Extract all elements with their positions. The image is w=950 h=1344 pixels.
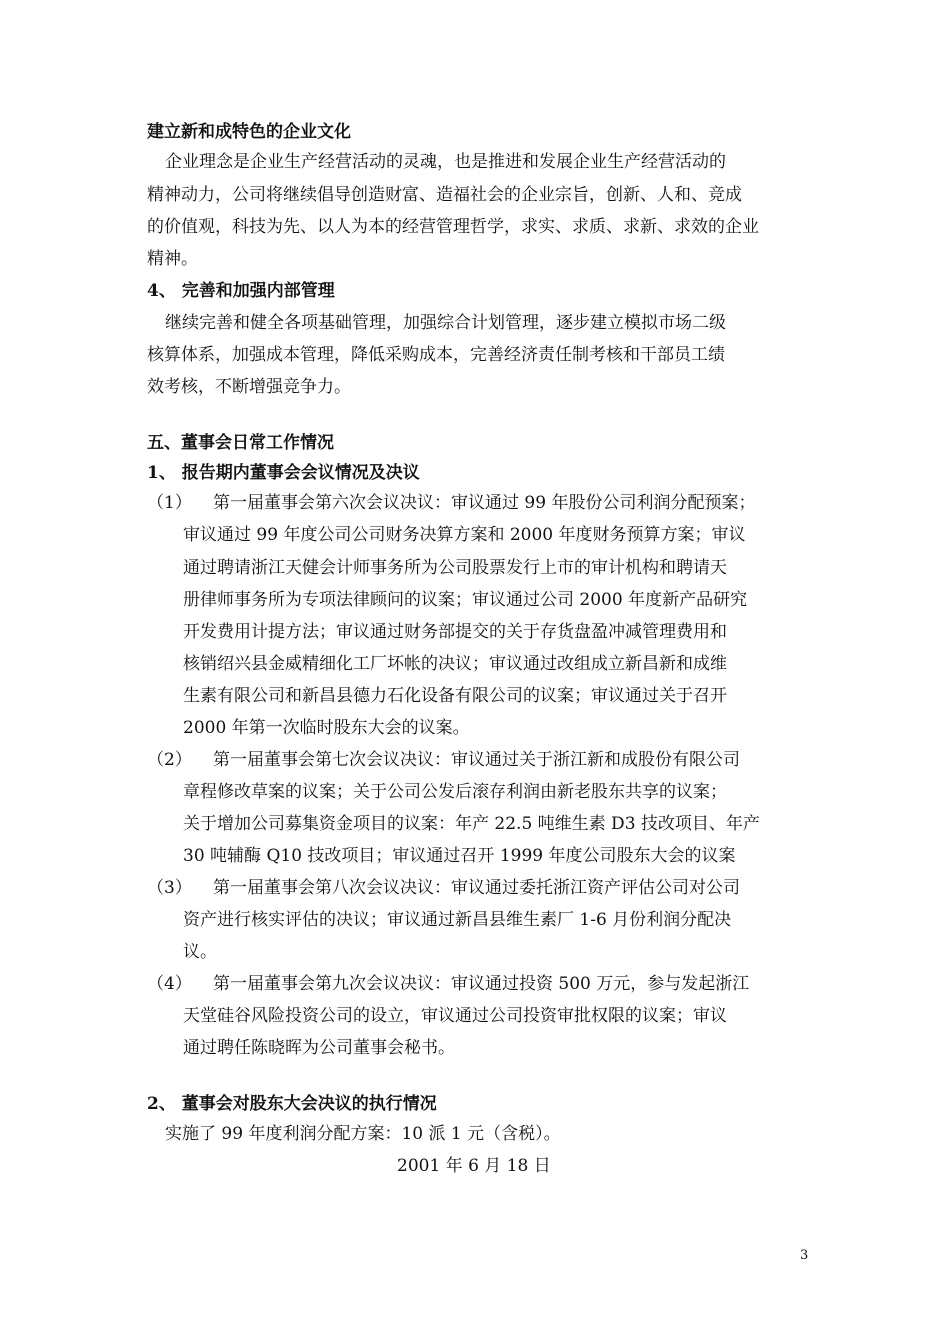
list-item-line: 天堂硅谷风险投资公司的设立，审议通过公司投资审批权限的议案；审议 [183, 1006, 727, 1026]
paragraph-line: 继续完善和健全各项基础管理，加强综合计划管理，逐步建立模拟市场二级 [165, 313, 726, 333]
list-item-number: （1） [147, 493, 192, 513]
list-item-line: 开发费用计提方法；审议通过财务部提交的关于存货盘盈冲减管理费用和 [183, 622, 727, 642]
heading-management: 4、 完善和加强内部管理 [147, 281, 335, 301]
subheading-meetings: 1、 报告期内董事会会议情况及决议 [147, 463, 420, 483]
paragraph-line: 企业理念是企业生产经营活动的灵魂，也是推进和发展企业生产经营活动的 [165, 152, 726, 172]
list-item-line: 审议通过 99 年度公司公司财务决算方案和 2000 年度财务预算方案；审议 [183, 525, 746, 545]
list-item-line: 30 吨辅酶 Q10 技改项目；审议通过召开 1999 年度公司股东大会的议案 [183, 846, 736, 866]
list-item-line: 章程修改草案的议案；关于公司公发后滚存利润由新老股东共享的议案； [183, 782, 727, 802]
paragraph-line: 精神。 [147, 249, 198, 269]
list-item-line: 第一届董事会第九次会议决议：审议通过投资 500 万元，参与发起浙江 [213, 974, 750, 994]
list-item-line: 第一届董事会第六次会议决议：审议通过 99 年股份公司利润分配预案； [213, 493, 756, 513]
heading-board: 五、董事会日常工作情况 [147, 433, 334, 453]
subheading-execution: 2、 董事会对股东大会决议的执行情况 [147, 1094, 437, 1114]
list-item-line: 议。 [183, 942, 217, 962]
list-item-line: 生素有限公司和新昌县德力石化设备有限公司的议案；审议通过关于召开 [183, 686, 727, 706]
list-item-line: 通过聘任陈晓晖为公司董事会秘书。 [183, 1038, 455, 1058]
paragraph-line: 精神动力，公司将继续倡导创造财富、造福社会的企业宗旨，创新、人和、竞成 [147, 185, 742, 205]
list-item-line: 2000 年第一次临时股东大会的议案。 [183, 718, 470, 738]
list-item-line: 资产进行核实评估的决议；审议通过新昌县维生素厂 1-6 月份利润分配决 [183, 910, 732, 930]
list-item-line: 通过聘请浙江天健会计师事务所为公司股票发行上市的审计机构和聘请天 [183, 558, 727, 578]
paragraph-line: 效考核，不断增强竞争力。 [147, 377, 351, 397]
paragraph-line: 核算体系，加强成本管理，降低采购成本，完善经济责任制考核和干部员工绩 [147, 345, 725, 365]
paragraph-line: 的价值观，科技为先、以人为本的经营管理哲学，求实、求质、求新、求效的企业 [147, 217, 759, 237]
page-number: 3 [800, 1248, 809, 1263]
heading-culture: 建立新和成特色的企业文化 [147, 122, 351, 142]
list-item-number: （2） [147, 750, 192, 770]
list-item-line: 核销绍兴县金威精细化工厂坏帐的决议；审议通过改组成立新昌新和成维 [183, 654, 727, 674]
list-item-number: （4） [147, 974, 192, 994]
list-item-number: （3） [147, 878, 192, 898]
list-item-line: 册律师事务所为专项法律顾问的议案；审议通过公司 2000 年度新产品研究 [183, 590, 748, 610]
execution-text: 实施了 99 年度利润分配方案：10 派 1 元（含税）。 [165, 1124, 561, 1144]
list-item-line: 第一届董事会第七次会议决议：审议通过关于浙江新和成股份有限公司 [213, 750, 740, 770]
list-item-line: 关于增加公司募集资金项目的议案：年产 22.5 吨维生素 D3 技改项目、年产 [183, 814, 760, 834]
document-date: 2001 年 6 月 18 日 [397, 1156, 551, 1176]
list-item-line: 第一届董事会第八次会议决议：审议通过委托浙江资产评估公司对公司 [213, 878, 740, 898]
